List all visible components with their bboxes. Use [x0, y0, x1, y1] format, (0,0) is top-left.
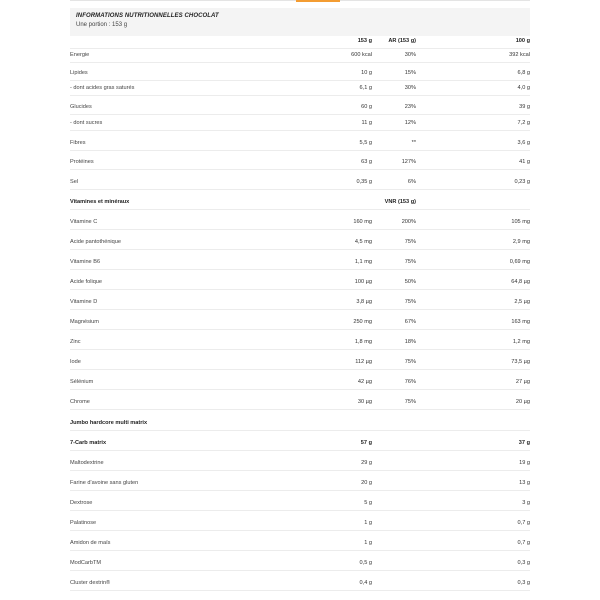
table-row [70, 336, 530, 350]
table-row [70, 316, 530, 330]
reference-intake-value: 200% [401, 219, 416, 225]
reference-intake-value: 50% [404, 279, 416, 285]
row-label: Farine d'avoine sans gluten [70, 480, 139, 486]
per-serving-value: 1,8 mg [354, 339, 372, 345]
table-row [70, 557, 530, 571]
nutrition-header [70, 8, 530, 36]
per-serving-value: 250 mg [353, 319, 372, 325]
row-label: Palatinose [70, 520, 97, 526]
per-100g-value: 41 g [519, 159, 530, 165]
per-100g-value: 2,5 µg [514, 299, 530, 305]
per-serving-value: 1 g [364, 540, 372, 546]
row-label: Acide pantothénique [70, 239, 122, 245]
table-row [70, 477, 530, 491]
per-serving-value: 0,4 g [359, 580, 372, 586]
per-100g-value: 3 g [522, 500, 530, 506]
per-100g-value: 163 mg [511, 319, 530, 325]
per-serving-value: 5 g [364, 500, 372, 506]
per-100g-value: 19 g [519, 460, 530, 466]
per-100g-value: 0,3 g [517, 560, 530, 566]
table-row [70, 517, 530, 531]
per-100g-value: 100 g [515, 38, 530, 44]
table-row [70, 67, 530, 81]
reference-intake-value: 127% [401, 159, 416, 165]
per-serving-value: 5,5 g [359, 140, 372, 146]
table-row [70, 497, 530, 511]
per-serving-value: 600 kcal [351, 52, 372, 58]
reference-intake-value: 75% [404, 359, 416, 365]
reference-intake-value: 18% [404, 339, 416, 345]
table-row [70, 457, 530, 471]
per-serving-value: 0,35 g [356, 179, 372, 185]
row-label: Energie [70, 52, 90, 58]
per-serving-value: 30 µg [357, 399, 372, 405]
table-row [70, 276, 530, 290]
row-label: Jumbo hardcore multi matrix [70, 420, 148, 426]
per-serving-value: 153 g [357, 38, 372, 44]
per-serving-value: 60 g [361, 104, 372, 110]
per-serving-value: 160 mg [353, 219, 372, 225]
per-100g-value: 392 kcal [509, 52, 530, 58]
table-row [70, 296, 530, 310]
row-label: Vitamine B6 [70, 259, 101, 265]
active-tab-indicator [296, 0, 340, 2]
reference-intake-value: 6% [407, 179, 416, 185]
table-row [70, 196, 530, 210]
per-100g-value: 64,8 µg [511, 279, 530, 285]
table-row [70, 537, 530, 551]
per-100g-value: 2,9 mg [512, 239, 530, 245]
per-100g-value: 13 g [519, 480, 530, 486]
per-100g-value: 0,3 g [517, 580, 530, 586]
per-100g-value: 27 µg [515, 379, 530, 385]
row-label: - dont sucres [70, 120, 103, 126]
row-label: Maltodextrine [70, 460, 104, 466]
table-row [70, 417, 530, 431]
per-100g-value: 1,2 mg [512, 339, 530, 345]
table-row [70, 35, 530, 49]
per-100g-value: 20 µg [515, 399, 530, 405]
reference-intake-value: 30% [404, 52, 416, 58]
table-row [70, 101, 530, 115]
row-label: Sel [70, 179, 79, 185]
reference-intake-value: 75% [404, 399, 416, 405]
per-serving-value: 4,5 mg [354, 239, 372, 245]
serving-size: Une portion : 153 g [76, 22, 128, 28]
per-100g-value: 37 g [518, 440, 530, 446]
row-label: Vitamine C [70, 219, 98, 225]
reference-intake-value: 75% [404, 239, 416, 245]
per-100g-value: 0,69 mg [509, 259, 530, 265]
table-row [70, 137, 530, 151]
reference-intake-value: 75% [404, 259, 416, 265]
row-label: Magnésium [70, 319, 99, 325]
reference-intake-value: 23% [404, 104, 416, 110]
row-label: - dont acides gras saturés [70, 85, 135, 91]
reference-intake-value: AR (153 g) [388, 38, 416, 44]
per-serving-value: 20 g [361, 480, 372, 486]
row-label: Dextrose [70, 500, 93, 506]
per-100g-value: 0,7 g [517, 540, 530, 546]
per-serving-value: 1,1 mg [354, 259, 372, 265]
reference-intake-value: 30% [404, 85, 416, 91]
per-100g-value: 3,6 g [517, 140, 530, 146]
table-row [70, 216, 530, 230]
per-serving-value: 6,1 g [359, 85, 372, 91]
row-label: Glucides [70, 104, 92, 110]
table-row [70, 256, 530, 270]
row-label: Sélénium [70, 379, 94, 385]
table-row [70, 82, 530, 96]
row-label: Vitamines et minéraux [70, 199, 130, 205]
per-serving-value: 1 g [364, 520, 372, 526]
reference-intake-value: 76% [404, 379, 416, 385]
per-100g-value: 0,23 g [514, 179, 530, 185]
per-100g-value: 39 g [519, 104, 530, 110]
row-label: Vitamine D [70, 299, 98, 305]
reference-intake-value: 75% [404, 299, 416, 305]
row-label: Lipides [70, 70, 88, 76]
reference-intake-value: 15% [404, 70, 416, 76]
per-serving-value: 11 g [361, 120, 372, 126]
row-label: ModCarbTM [70, 560, 102, 566]
per-100g-value: 6,8 g [517, 70, 530, 76]
per-serving-value: 29 g [361, 460, 372, 466]
reference-intake-value: 67% [404, 319, 416, 325]
reference-intake-value: ** [411, 140, 416, 146]
per-serving-value: 63 g [361, 159, 372, 165]
table-row [70, 437, 530, 451]
row-label: 7-Carb matrix [70, 440, 107, 446]
per-100g-value: 4,0 g [517, 85, 530, 91]
nutrition-title: INFORMATIONS NUTRITIONNELLES CHOCOLAT [76, 13, 219, 19]
per-100g-value: 0,7 g [517, 520, 530, 526]
table-row [70, 396, 530, 410]
row-label: Iode [70, 359, 81, 365]
per-serving-value: 42 µg [357, 379, 372, 385]
row-label: Chrome [70, 399, 90, 405]
per-100g-value: 73,5 µg [511, 359, 530, 365]
row-label: Amidon de maïs [70, 540, 111, 546]
table-row [70, 236, 530, 250]
per-serving-value: 57 g [360, 440, 372, 446]
per-100g-value: 7,2 g [517, 120, 530, 126]
table-row [70, 156, 530, 170]
row-label: Cluster dextrin® [70, 580, 111, 586]
row-label: Protéines [70, 159, 94, 165]
table-row [70, 356, 530, 370]
per-serving-value: 112 µg [355, 359, 372, 365]
table-row [70, 117, 530, 131]
reference-intake-value: 12% [404, 120, 416, 126]
per-serving-value: 10 g [361, 70, 372, 76]
row-label: Zinc [70, 339, 81, 345]
per-serving-value: 0,5 g [359, 560, 372, 566]
row-label: Acide folique [70, 279, 103, 285]
per-serving-value: 100 µg [354, 279, 372, 285]
table-row [70, 176, 530, 190]
reference-intake-value: VNR (153 g) [384, 199, 416, 205]
table-row [70, 49, 530, 63]
per-serving-value: 3,8 µg [356, 299, 372, 305]
table-row [70, 376, 530, 390]
row-label: Fibres [70, 140, 86, 146]
per-100g-value: 105 mg [511, 219, 530, 225]
table-row [70, 577, 530, 591]
